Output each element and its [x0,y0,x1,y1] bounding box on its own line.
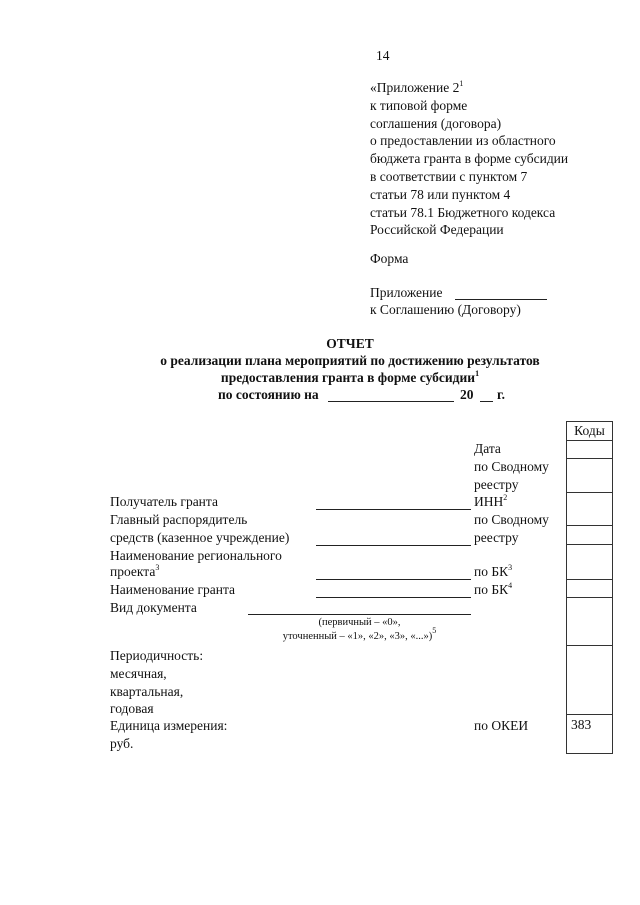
recipient-field[interactable] [316,509,471,510]
appendix-line-9: Российской Федерации [370,222,504,238]
appendix-line-4: о предоставлении из областного [370,133,556,149]
label-date: Дата [474,441,501,456]
report-date-field[interactable] [328,401,454,402]
doc-type-field[interactable] [248,614,471,615]
codes-header: Коды [574,423,605,438]
report-year-field[interactable] [480,401,493,402]
page-number: 14 [376,48,390,63]
code-cell-okei[interactable]: 383 [571,717,592,732]
label-doc-type: Вид документа [110,600,197,615]
code-cell-period[interactable] [567,645,612,646]
label-unit-1: Единица измерения: [110,718,228,733]
doc-type-note-1: (первичный – «0», [318,617,401,628]
code-cell-date[interactable] [567,458,612,459]
report-subtitle-2: предоставления гранта в форме субсидии$^1$ [220,369,480,385]
label-reestru: реестру [474,477,519,492]
chief-manager-field[interactable] [316,545,471,546]
label-unit-2: руб. [110,736,134,751]
label-chief-manager-1: Главный распорядитель [110,512,248,527]
label-periodicity-3: квартальная, [110,684,184,699]
label-recipient: Получатель гранта [110,494,218,509]
label-po-svodnomu: по Сводному [474,459,549,474]
label-bk-1: по $БК^3$ [474,563,513,579]
label-inn: ИНН$^2$ [474,493,508,509]
label-periodicity-4: годовая [110,701,154,716]
report-date-prefix: по состоянию на [218,387,319,402]
appendix-line-6: в соответствии с пунктом 7 [370,168,528,184]
label-okei: по ОКЕИ [474,718,529,733]
code-cell-bk-1[interactable] [567,579,612,580]
label-project-1: Наименование регионального [110,548,282,563]
project-field[interactable] [316,579,471,580]
label-chief-manager-2: средств (казенное учреждение) [110,530,290,545]
label-reestru-2: реестру [474,530,519,545]
appendix-block [370,79,568,239]
form-label: Форма [370,251,409,266]
doc-type-note-2: уточненный – «1», «2», «3», «...»)$^5$ [282,626,437,642]
label-po-svodnomu-2: по Сводному [474,512,549,527]
k-soglasheniyu-label: к Соглашению (Договору) [370,302,521,317]
report-heading: ОТЧЕТ [326,336,374,351]
prilozhenie-label: Приложение [370,285,443,300]
codes-column [566,421,613,754]
report-year-suffix: г. [497,387,505,402]
prilozhenie-number-field[interactable] [455,299,547,300]
grant-name-field[interactable] [316,597,471,598]
appendix-line-3: соглашения (договора) [370,115,502,131]
label-grant-name: Наименование гранта [110,582,236,597]
code-cell-bk-2[interactable] [567,597,612,598]
label-periodicity-2: месячная, [110,666,167,681]
appendix-line-7: статьи 78 или пунктом 4 [370,186,511,202]
label-project-2: проекта$^3$ [110,563,160,579]
code-cell-inn[interactable] [567,525,612,526]
label-periodicity-1: Периодичность: [110,648,204,663]
report-subtitle-1: о реализации плана мероприятий по достижению результатов [160,353,540,368]
code-cell-svod[interactable] [567,492,612,493]
appendix-line-5: бюджета гранта в форме субсидии [370,151,569,167]
report-year: 20 [460,387,474,402]
appendix-line-1: «Приложение $2^1$ [370,79,464,95]
code-cell-svod-2[interactable] [567,544,612,545]
label-bk-2: по $БК^4$ [474,581,513,597]
appendix-line-8: статьи 78.1 Бюджетного кодекса [370,204,556,220]
appendix-line-2: к типовой форме [370,97,468,113]
